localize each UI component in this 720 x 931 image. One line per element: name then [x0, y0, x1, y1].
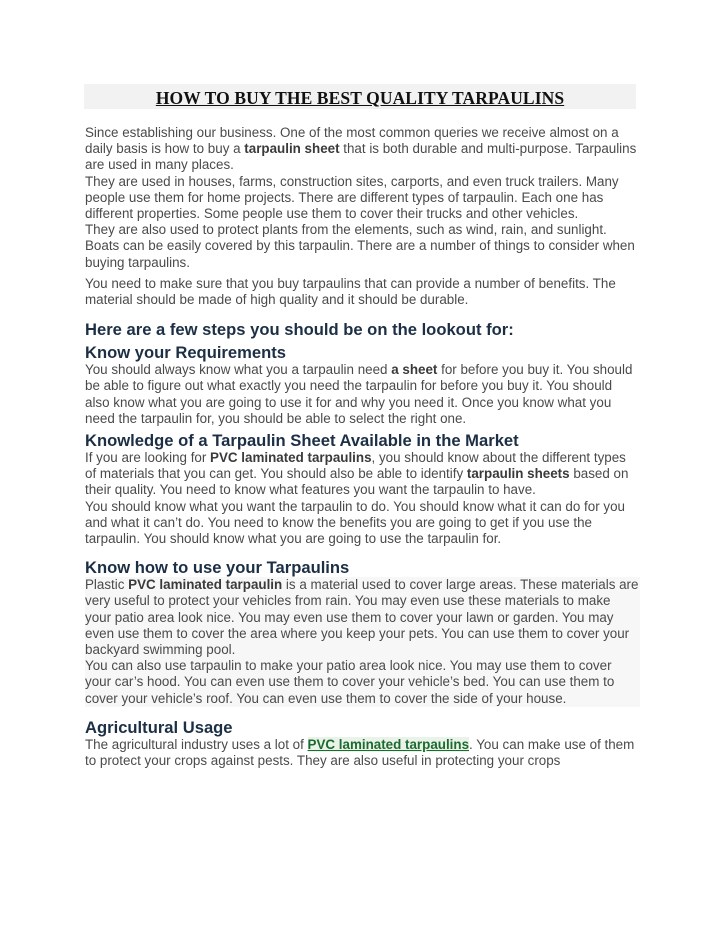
section-paragraph-use-1 [85, 577, 640, 658]
article-body [85, 125, 640, 769]
sec2-text-b: , you should know about the different types of materials that you can get. You should also be able to identify [85, 450, 626, 482]
section-heading-agricultural: Agricultural Usage [85, 717, 233, 737]
sec1-bold: a sheet [391, 362, 438, 378]
intro-paragraph-2: They are used in houses, farms, construction sites, carports, and even truck trailers. Many people use them for home projects. There are different types of tarpaulin. Each one has different properties. Some people use them to cover their trucks and other vehicles. [85, 173, 619, 222]
section-heading-requirements: Know your Requirements [85, 343, 286, 363]
section-heading-use: Know how to use your Tarpaulins [85, 558, 350, 578]
sec3-text-a: Plastic [85, 577, 129, 593]
intro-bold-tarpaulin-sheet: tarpaulin sheet [244, 141, 340, 157]
steps-heading: Here are a few steps you should be on the lookout for: [85, 320, 514, 340]
section-paragraph-knowledge-1 [85, 450, 640, 499]
sec3-bold: PVC laminated tarpaulin [128, 577, 283, 593]
sec3-text-b: is a material used to cover large areas. These materials are very useful to protect your vehicles from rain. You may even use these materials to make your patio area look nice. You may even use them to cover your lawn or garden. You may even use them to cover the area where you keep your pets. You can use them to cover your backyard swimming pool. [85, 577, 639, 658]
intro-text-1a: Since establishing our business. One of the most common queries we receive almost on a daily basis is how to buy a [85, 125, 619, 157]
intro-paragraph-1 [85, 125, 640, 174]
intro-paragraph-4: You need to make sure that you buy tarpaulins that can provide a number of benefits. The material should be made of high quality and it should be durable. [85, 275, 616, 308]
sec2-bold-1: PVC laminated tarpaulins [210, 450, 372, 466]
section-use-body [85, 577, 640, 707]
sec2-text-a: If you are looking for [85, 450, 211, 466]
sec4-text-b: . You can make use of them to protect your crops against pests. They are also useful in protecting your crops [85, 736, 635, 769]
sec4-text-a: The agricultural industry uses a lot of [85, 736, 308, 752]
intro-text-1b: that is both durable and multi-purpose. Tarpaulins are used in many places. [85, 141, 637, 173]
sec2-bold-2: tarpaulin sheets [466, 466, 570, 482]
section-paragraph-use-2: You can also use tarpaulin to make your patio area look nice. You may use them to cover your car’s hood. You can even use them to cover your vehicle’s bed. You can use them to cover your vehicle’s roof. You can even use them to cover the side of your house. [85, 658, 615, 706]
intro-paragraph-3: They are also used to protect plants from the elements, such as wind, rain, and sunlight. Boats can be easily covered by this tarpaulin. There are a number of things to consider when buying tarpaulins. [85, 222, 635, 270]
sec2-text-c: based on their quality. You need to know what features you want the tarpaulin to have. [85, 466, 629, 498]
sec1-text-a: You should always know what you a tarpaulin need [85, 362, 392, 378]
page-title: HOW TO BUY THE BEST QUALITY TARPAULINS [155, 88, 565, 108]
section-paragraph-requirements [85, 362, 640, 427]
section-paragraph-knowledge-2: You should know what you want the tarpaulin to do. You should know what it can do for you and what it can’t do. You need to know the benefits you are going to get if you use the tarpaulin. You should know what you are going to use the tarpaulin for. [85, 498, 625, 547]
section-paragraph-agricultural [85, 737, 640, 769]
section-heading-knowledge: Knowledge of a Tarpaulin Sheet Available in the Market [85, 431, 519, 451]
pvc-tarpaulins-link[interactable]: PVC laminated tarpaulins [307, 736, 470, 752]
sec1-text-b: for before you buy it. You should be able to figure out what exactly you need the tarpaulin for before you buy it. You should also know what you are going to use it for and why you need it. Once you know what you need the tarpaulin for, you should be able to select the right one. [85, 362, 633, 426]
